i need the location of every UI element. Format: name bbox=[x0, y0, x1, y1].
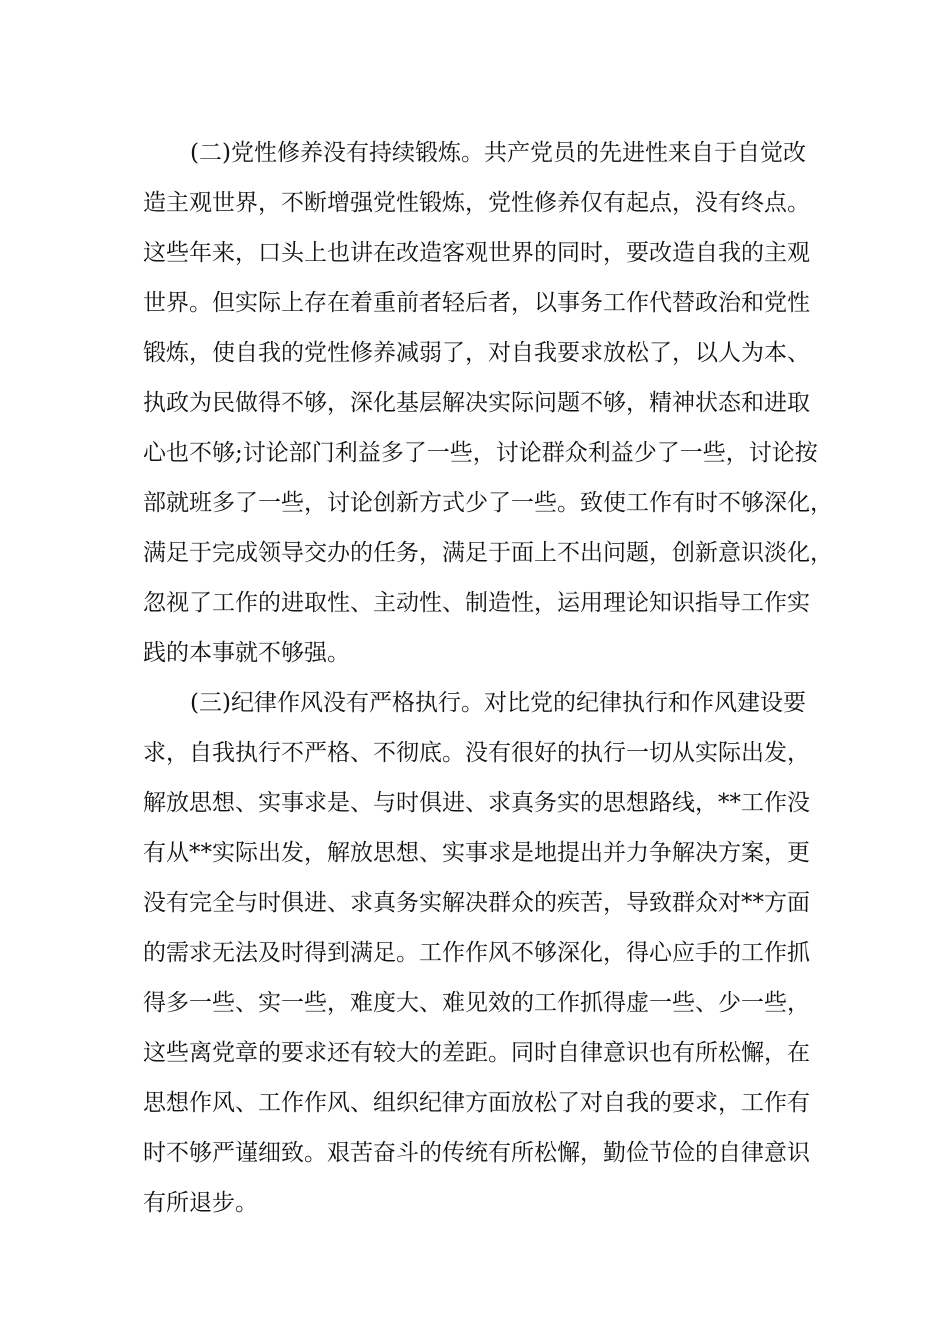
section3-line-9: 思想作风、工作作风、组织纪律方面放松了对自我的要求，工作有 bbox=[143, 1090, 810, 1116]
section3-line-3: 解放思想、实事求是、与时俱进、求真务实的思想路线，**工作没 bbox=[143, 790, 810, 816]
section2-line-1: (二)党性修养没有持续锻炼。共产党员的先进性来自于自觉改 bbox=[190, 140, 806, 166]
section3-line-6: 的需求无法及时得到满足。工作作风不够深化，得心应手的工作抓 bbox=[143, 940, 810, 966]
section3-line-2: 求，自我执行不严格、不彻底。没有很好的执行一切从实际出发， bbox=[143, 740, 810, 766]
section2-line-6: 执政为民做得不够，深化基层解决实际问题不够，精神状态和进取 bbox=[143, 390, 810, 416]
section3-line-8: 这些离党章的要求还有较大的差距。同时自律意识也有所松懈，在 bbox=[143, 1040, 810, 1066]
section2-line-2: 造主观世界，不断增强党性锻炼，党性修养仅有起点，没有终点。 bbox=[143, 190, 810, 216]
section2-line-11: 践的本事就不够强。 bbox=[143, 640, 350, 666]
section3-line-4: 有从**实际出发，解放思想、实事求是地提出并力争解决方案，更 bbox=[143, 840, 810, 866]
section2-line-8: 部就班多了一些，讨论创新方式少了一些。致使工作有时不够深化， bbox=[143, 490, 833, 516]
section2-line-9: 满足于完成领导交办的任务，满足于面上不出问题，创新意识淡化， bbox=[143, 540, 833, 566]
section3-line-5: 没有完全与时俱进、求真务实解决群众的疾苦，导致群众对**方面 bbox=[143, 890, 810, 916]
section2-line-3: 这些年来，口头上也讲在改造客观世界的同时，要改造自我的主观 bbox=[143, 240, 810, 266]
section3-line-1: (三)纪律作风没有严格执行。对比党的纪律执行和作风建设要 bbox=[190, 690, 806, 716]
section2-line-7: 心也不够;讨论部门利益多了一些，讨论群众利益少了一些，讨论按 bbox=[143, 440, 818, 466]
section3-line-10: 时不够严谨细致。艰苦奋斗的传统有所松懈，勤俭节俭的自律意识 bbox=[143, 1140, 810, 1166]
section2-line-5: 锻炼，使自我的党性修养减弱了，对自我要求放松了，以人为本、 bbox=[143, 340, 810, 366]
section3-line-11: 有所退步。 bbox=[143, 1190, 258, 1216]
section3-line-7: 得多一些、实一些，难度大、难见效的工作抓得虚一些、少一些， bbox=[143, 990, 810, 1016]
section2-line-4: 世界。但实际上存在着重前者轻后者，以事务工作代替政治和党性 bbox=[143, 290, 810, 316]
section2-line-10: 忽视了工作的进取性、主动性、制造性，运用理论知识指导工作实 bbox=[143, 590, 810, 616]
